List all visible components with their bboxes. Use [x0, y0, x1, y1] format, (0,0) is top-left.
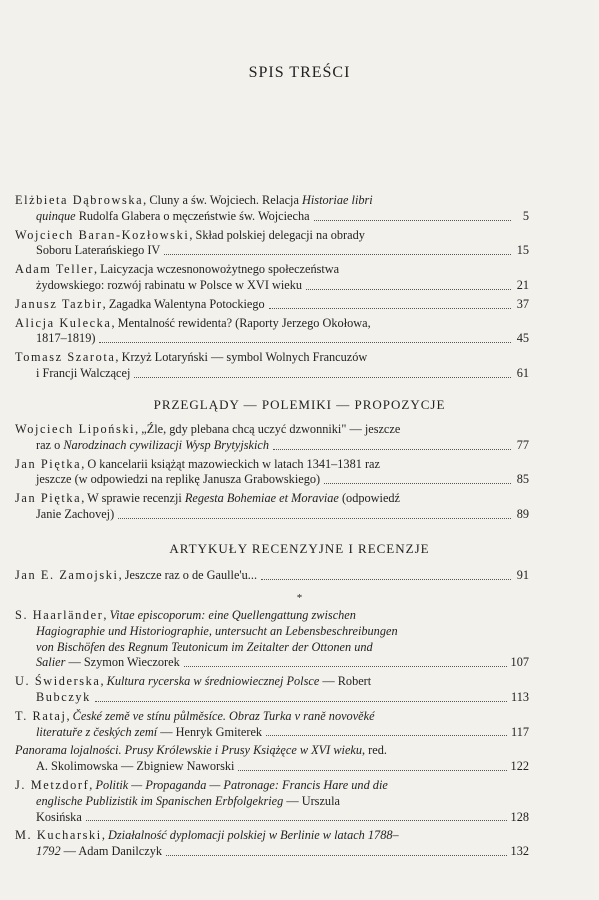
page-number: 61	[516, 365, 529, 380]
page-number: 132	[510, 844, 529, 859]
page-number: 89	[516, 506, 529, 521]
list-item: Jan Piętka, W sprawie recenzji Regesta Bohemiae et Moraviae (odpowiedź Janie Zachovej) 89	[15, 491, 529, 521]
list-item: Alicja Kulecka, Mentalność rewidenta? (Raporty Jerzego Okołowa, 1817–1819) 45	[15, 315, 529, 346]
page-number: 107	[510, 655, 529, 670]
list-item: Wojciech Lipoński, „Źle, gdy plebana chcą uczyć dzwonniki" — jeszcze raz o Narodzinach cywilizacji Wysp Brytyjskich 77	[15, 422, 529, 452]
page-number: 37	[516, 296, 529, 311]
page-number: 45	[516, 331, 529, 346]
page-number: 85	[516, 472, 529, 487]
page-number: 91	[516, 568, 529, 582]
page-number: 21	[516, 277, 529, 292]
list-item: Janusz Tazbir, Zagadka Walentyna Potockiego 37	[15, 296, 529, 311]
page-number: 117	[511, 724, 529, 739]
list-item: T. Rataj, České země ve stínu půlměsíce. Obraz Turka v raně novověké literatuře z českých zemí — Henryk Gmiterek 117	[15, 708, 529, 739]
articles-list	[0, 193, 599, 385]
section-heading-reviews: PRZEGLĄDY — POLEMIKI — PROPOZYCJE	[153, 397, 446, 412]
page-number: 77	[516, 437, 529, 452]
page-title: SPIS TREŚCI	[248, 64, 351, 81]
list-item: Wojciech Baran-Kozłowski, Skład polskiej delegacji na obrady Soboru Laterańskiego IV 15	[15, 227, 529, 258]
list-item: Jan Piętka, O kancelarii książąt mazowieckich w latach 1341–1381 raz jeszcze (w odpowiedzi na replikę Janusza Grabowskiego) 85	[15, 456, 529, 487]
list-item: Adam Teller, Laicyzacja wczesnonowożytnego społeczeństwa żydowskiego: rozwój rabinatu w Polsce w XVI wieku 21	[15, 262, 529, 292]
reviews-list	[0, 422, 599, 526]
page-number: 122	[510, 759, 529, 774]
list-item: Elżbieta Dąbrowska, Cluny a św. Wojciech. Relacja Historiae libri quinque Rudolfa Glabera o męczeństwie św. Wojciecha 5	[15, 193, 529, 223]
list-item: S. Haarländer, Vitae episcoporum: eine Quellengattung zwischen Hagiographie und Historiographie, untersucht an Lebensbeschreibungen von Bischöfen des Regnum Teutonicum im Zeitalter der Ottonen und Salier — Szymon Wieczorek 107	[15, 608, 529, 670]
page-number: 128	[510, 809, 529, 824]
list-item: J. Metzdorf, Politik — Propaganda — Patronage: Francis Hare und die englische Publizistik im Spanischen Erbfolgekrieg — Urszula Kosińska 128	[15, 777, 529, 824]
list-item: Jan E. Zamojski, Jeszcze raz o de Gaulle'u... 91	[15, 568, 529, 582]
review-articles-list	[0, 568, 599, 587]
page-number: 113	[511, 689, 529, 704]
separator-asterisk: *	[296, 592, 303, 604]
list-item: Tomasz Szarota, Krzyż Lotaryński — symbol Wolnych Francuzów i Francji Walczącej 61	[15, 350, 529, 380]
page-number: 15	[516, 243, 529, 258]
book-reviews-list	[0, 608, 599, 863]
list-item: Panorama lojalności. Prusy Królewskie i Prusy Książęce w XVI wieku, red. A. Skolimowska — Zbigniew Naworski 122	[15, 743, 529, 774]
section-heading-articles-reviews: ARTYKUŁY RECENZYJNE I RECENZJE	[169, 541, 430, 556]
page-number: 5	[522, 208, 529, 223]
list-item: M. Kucharski, Działalność dyplomacji polskiej w Berlinie w latach 1788– 1792 — Adam Danilczyk 132	[15, 828, 529, 859]
list-item: U. Świderska, Kultura rycerska w średniowiecznej Polsce — Robert Bubczyk 113	[15, 674, 529, 704]
